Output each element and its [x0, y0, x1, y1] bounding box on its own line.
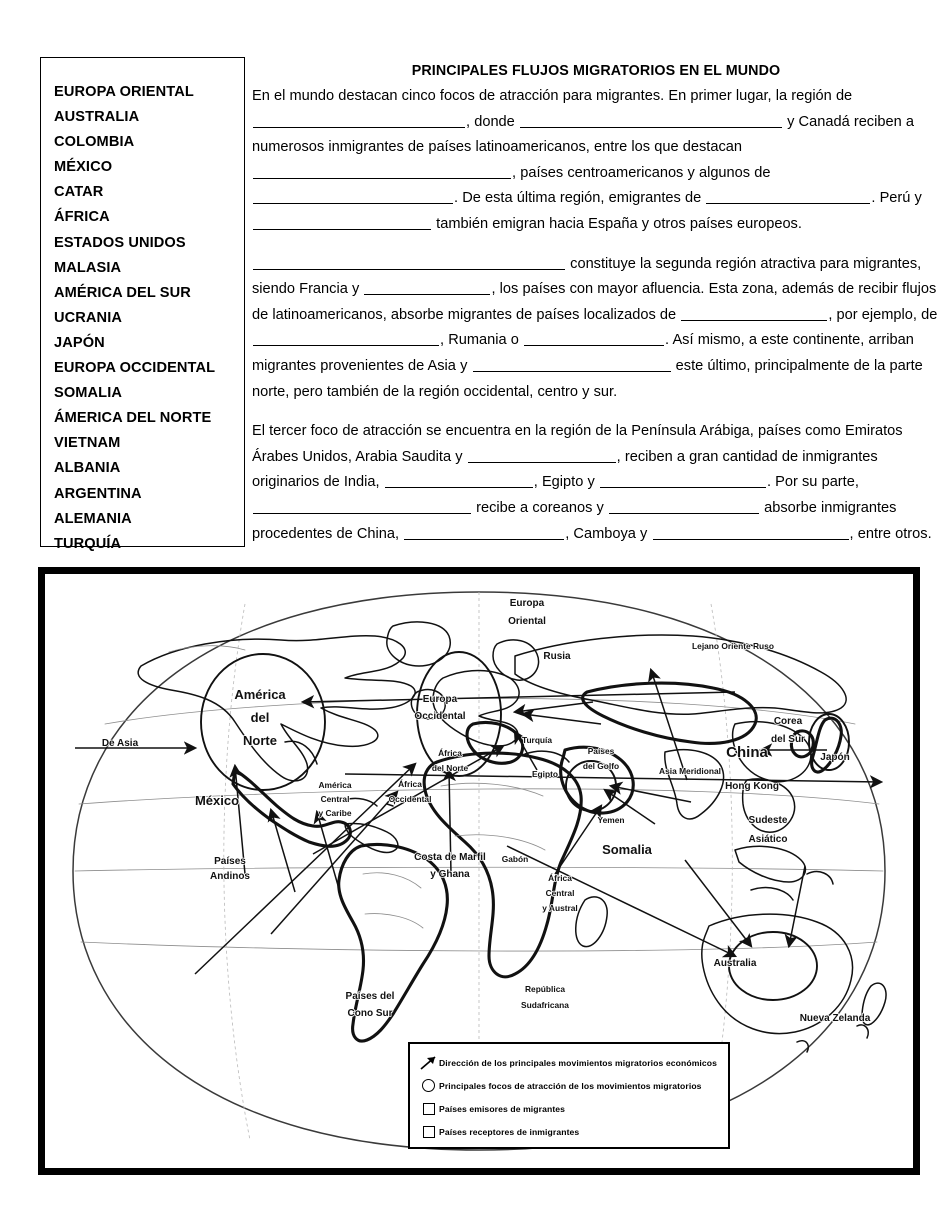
map-labels	[102, 598, 871, 1024]
map-label-hong-kong: Hong Kong	[725, 781, 779, 792]
fill-in-blank[interactable]	[404, 524, 564, 540]
legend-row	[418, 1051, 728, 1074]
word-bank-item[interactable]: VIETNAM	[54, 435, 121, 452]
paragraph-text: , donde	[466, 113, 519, 130]
word-bank-item[interactable]: CATAR	[54, 184, 104, 201]
paragraph-text: , países centroamericanos y algunos de	[512, 164, 771, 181]
paragraph-text: y Canadá reciben a numerosos inmigrantes de países latinoamericanos, entre los que destacan	[252, 113, 914, 156]
paragraph-text: En el mundo destacan cinco focos de atracción para migrantes. En primer lugar, la región de	[252, 88, 853, 104]
map-label-somalia: Somalia	[602, 842, 652, 857]
map-label-gabon: Gabón	[501, 854, 529, 864]
paragraph-p3	[252, 419, 940, 547]
map-label-paises-cono-sur-1: Países del	[345, 991, 395, 1002]
map-label-costa-marfil-1: Costa de Marfil	[414, 852, 486, 863]
circle-glyph	[422, 1079, 435, 1092]
fill-in-blank[interactable]	[681, 305, 827, 321]
paragraph-text: también emigran hacia España y otros países europeos.	[432, 215, 802, 232]
map-label-australia: Australia	[713, 958, 757, 969]
legend-label: Principales focos de atracción de los movimientos migratorios	[439, 1080, 702, 1091]
map-label-china: China	[726, 744, 768, 761]
word-bank-item[interactable]: ÁMERICA DEL NORTE	[54, 410, 212, 427]
map-label-africa-central-2: Central	[545, 888, 575, 898]
fill-in-blank[interactable]	[468, 447, 616, 463]
map-label-asia-meridional: Asia Meridional	[659, 766, 721, 776]
map-label-africa-central-3: y Austral	[542, 903, 578, 913]
map-label-europa-occidental-2: Occidental	[414, 711, 466, 722]
paragraph-text: El tercer foco de atracción se encuentra en la región de la Península Arábiga, países como Emiratos Árabes Unidos, Arabia Saudita y	[252, 423, 903, 465]
fill-in-blank[interactable]	[253, 188, 453, 204]
word-bank-item[interactable]: MÉXICO	[54, 159, 113, 176]
paragraph-text: , reciben a gran cantidad de inmigrantes originarios de India,	[252, 448, 878, 491]
paragraph-text: , por ejemplo, de	[828, 306, 938, 323]
arrow-icon	[418, 1055, 439, 1070]
map-label-mexico: México	[194, 793, 240, 808]
word-bank-item[interactable]: ALEMANIA	[54, 510, 132, 527]
word-bank-item[interactable]: EUROPA OCCIDENTAL	[54, 360, 216, 377]
legend-row	[418, 1097, 728, 1120]
map-label-africa-del-norte-1: África	[438, 748, 462, 758]
fill-in-blank[interactable]	[473, 356, 671, 372]
map-label-america-del-norte-3: Norte	[243, 733, 277, 748]
fill-in-blank[interactable]	[520, 112, 782, 128]
circle-icon	[418, 1079, 439, 1092]
word-bank	[40, 57, 245, 552]
map-label-paises-cono-sur-2: Cono Sur	[347, 1008, 393, 1019]
fill-in-blank[interactable]	[364, 279, 490, 295]
legend-label: Dirección de los principales movimientos migratorios económicos	[439, 1057, 718, 1068]
map-label-corea-del-sur-1: Corea	[773, 716, 803, 727]
paragraph-p1	[252, 84, 940, 238]
map-canvas	[45, 574, 913, 1168]
map-label-corea-del-sur-2: del Sur	[771, 734, 805, 745]
map-label-america-central-3: y Caribe	[318, 808, 352, 818]
map-label-paises-del-golfo-1: Países	[587, 746, 615, 756]
word-bank-item[interactable]: COLOMBIA	[54, 134, 135, 151]
paragraph-text: constituye la segunda región atractiva para migrantes, siendo Francia y	[252, 255, 922, 298]
fill-in-blank[interactable]	[600, 472, 766, 488]
worksheet-text-column	[252, 62, 940, 547]
map-label-africa-del-norte-2: del Norte	[431, 763, 469, 773]
word-bank-item[interactable]: SOMALIA	[54, 385, 122, 402]
legend-label: Países receptores de inmigrantes	[439, 1126, 580, 1137]
fill-in-blank[interactable]	[253, 254, 565, 270]
word-bank-item[interactable]: TURQUÍA	[54, 535, 122, 552]
paragraph-text: . De esta última región, emigrantes de	[454, 190, 706, 207]
map-label-africa-central-1: África	[548, 873, 572, 883]
square-icon	[418, 1103, 439, 1115]
word-bank-item[interactable]: UCRANIA	[54, 309, 122, 326]
map-label-sudeste-asiatico-1: Sudeste	[748, 815, 788, 826]
map-label-europa-oriental-1: Europa	[509, 598, 545, 609]
map-legend	[408, 1042, 730, 1149]
map-label-paises-andinos-1: Países	[214, 856, 246, 867]
map-label-de-asia: De Asia	[101, 738, 139, 749]
map-label-costa-marfil-2: y Ghana	[430, 869, 470, 880]
map-label-america-central-2: Central	[320, 794, 350, 804]
paragraph-text: recibe a coreanos y	[472, 499, 608, 516]
page-title: PRINCIPALES FLUJOS MIGRATORIOS EN EL MUNDO	[411, 63, 781, 79]
fill-in-blank[interactable]	[609, 498, 759, 514]
word-bank-item[interactable]: MALASIA	[54, 259, 122, 276]
map-label-rusia: Rusia	[543, 651, 571, 662]
legend-row	[418, 1074, 728, 1097]
paragraph-text: absorbe inmigrantes procedentes de China,	[252, 499, 897, 542]
map-label-europa-oriental-2: Oriental	[508, 616, 546, 627]
map-label-sudeste-asiatico-2: Asiático	[748, 834, 788, 845]
word-bank-item[interactable]: EUROPA ORIENTAL	[54, 84, 194, 100]
word-bank-item[interactable]: ÁFRICA	[54, 209, 110, 226]
paragraph-text: . Perú y	[871, 190, 922, 207]
fill-in-blank[interactable]	[385, 472, 533, 488]
fill-in-blank[interactable]	[253, 112, 465, 128]
word-bank-item[interactable]: ALBANIA	[54, 460, 121, 477]
fill-in-blank[interactable]	[253, 163, 511, 179]
map-label-paises-andinos-2: Andinos	[210, 871, 250, 882]
map-label-turquia: Turquía	[521, 735, 553, 745]
paragraph-p2	[252, 252, 940, 406]
paragraph-text: . Así mismo, a este continente, arriban migrantes provenientes de Asia y	[252, 332, 914, 374]
world-migration-map	[38, 567, 920, 1175]
fill-in-blank[interactable]	[253, 330, 439, 346]
map-label-europa-occidental-1: Europa	[422, 694, 458, 705]
fill-in-blank[interactable]	[253, 498, 471, 514]
worksheet-paragraphs	[252, 84, 940, 547]
map-label-japon: Japón	[820, 752, 850, 763]
map-label-egipto: Egipto	[531, 769, 559, 779]
paragraph-text: . Por su parte,	[766, 474, 859, 491]
legend-label: Países emisores de migrantes	[439, 1103, 566, 1114]
map-label-nueva-zelanda: Nueva Zelanda	[799, 1013, 871, 1024]
paragraph-text: , los países con mayor afluencia. Esta zona, además de recibir flujos de latinoamericanos, absorbe migrantes de países localizados de	[252, 281, 937, 323]
square-glyph	[423, 1103, 435, 1115]
word-bank-item[interactable]: ESTADOS UNIDOS	[54, 234, 186, 251]
fill-in-blank[interactable]	[524, 330, 664, 346]
word-bank-item[interactable]: AUSTRALIA	[54, 109, 140, 126]
paragraph-text: , Rumania o	[440, 332, 524, 349]
square-glyph	[423, 1126, 435, 1138]
legend-row	[418, 1120, 728, 1143]
map-label-paises-del-golfo-2: del Golfo	[582, 761, 620, 771]
map-label-yemen: Yemen	[597, 815, 625, 825]
word-bank-item[interactable]: AMÉRICA DEL SUR	[54, 284, 191, 301]
paragraph-text: , Egipto y	[533, 474, 599, 491]
map-label-republica-sudafricana-2: Sudafricana	[521, 1000, 569, 1010]
word-bank-item[interactable]: ARGENTINA	[54, 485, 142, 502]
map-label-america-del-norte-2: del	[250, 710, 270, 725]
map-label-africa-occidental-1: África	[398, 779, 422, 789]
square-icon	[418, 1126, 439, 1138]
fill-in-blank[interactable]	[253, 214, 431, 230]
map-label-lejano-oriente-ruso: Lejano Oriente Ruso	[692, 641, 774, 651]
map-label-republica-sudafricana-1: República	[524, 984, 566, 994]
paragraph-text: , entre otros.	[849, 525, 932, 542]
map-label-america-del-norte-1: América	[234, 687, 286, 702]
fill-in-blank[interactable]	[706, 188, 870, 204]
paragraph-text: este último, principalmente de la parte norte, pero también de la región occidental, centro y sur.	[252, 357, 923, 400]
map-label-africa-occidental-2: Occidental	[388, 794, 432, 804]
map-label-america-central-1: América	[318, 780, 352, 790]
paragraph-text: , Camboya y	[565, 525, 652, 542]
fill-in-blank[interactable]	[653, 524, 849, 540]
word-bank-item[interactable]: JAPÓN	[54, 334, 105, 351]
